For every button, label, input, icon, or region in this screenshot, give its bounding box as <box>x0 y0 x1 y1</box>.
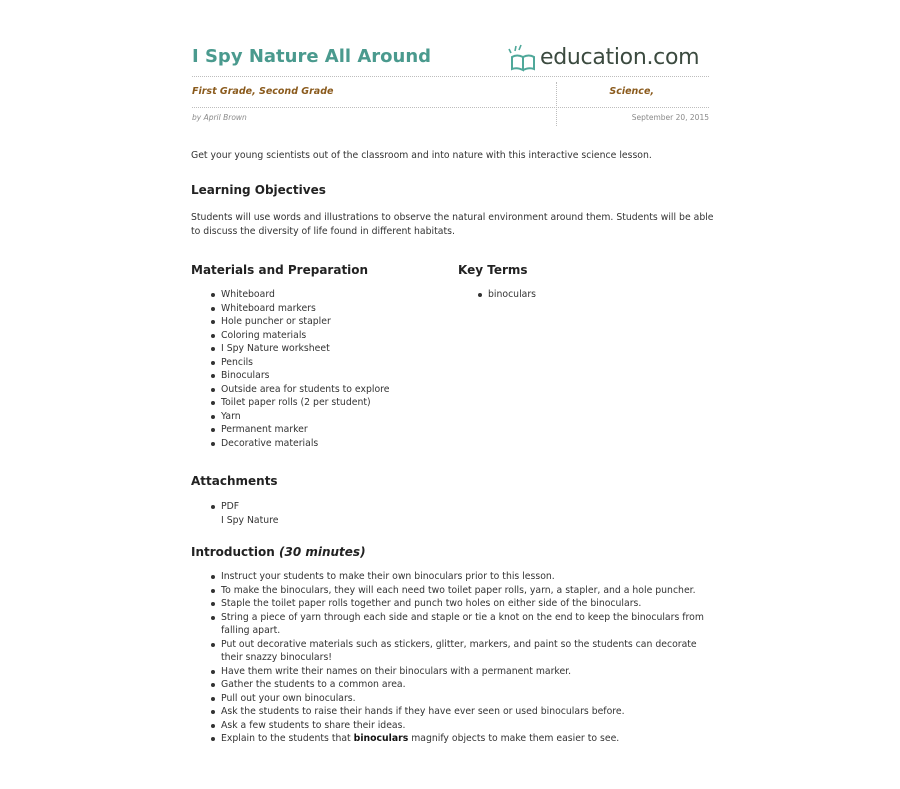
list-item: Permanent marker <box>191 423 461 437</box>
attachment-item[interactable] <box>191 500 491 527</box>
list-item: Coloring materials <box>191 329 461 343</box>
attachment-type: PDF <box>221 501 240 512</box>
attachment-name[interactable]: I Spy Nature <box>221 514 279 526</box>
list-item: Instruct your students to make their own binoculars prior to this lesson. <box>191 570 716 584</box>
list-item-line: Put out decorative materials such as stickers, glitter, markers, and paint so the students can decorate <box>221 638 697 650</box>
list-item: Hole puncher or stapler <box>191 315 461 329</box>
publish-date: September 20, 2015 <box>631 113 709 122</box>
book-icon <box>508 43 542 75</box>
list-item: Have them write their names on their binoculars with a permanent marker. <box>191 665 716 679</box>
author: by April Brown <box>192 113 247 122</box>
attachments-heading: Attachments <box>191 474 278 488</box>
lesson-intro-text: Get your young scientists out of the classroom and into nature with this interactive science lesson. <box>191 150 652 161</box>
objectives-line-1: Students will use words and illustrations to observe the natural environment around them. Students will be able <box>191 212 714 223</box>
list-item: I Spy Nature worksheet <box>191 342 461 356</box>
list-item: Binoculars <box>191 369 461 383</box>
list-item: Whiteboard <box>191 288 461 302</box>
key-terms-list <box>458 288 708 302</box>
list-item-text-pre: Explain to the students that <box>221 733 354 744</box>
logo-dot: . <box>646 45 654 70</box>
logo-wordmark: education <box>540 45 647 70</box>
introduction-heading <box>191 545 366 559</box>
meta-divider <box>192 107 709 108</box>
key-terms-heading: Key Terms <box>458 263 528 277</box>
list-item: To make the binoculars, they will each need two toilet paper rolls, yarn, a stapler, and a hole puncher. <box>191 584 716 598</box>
list-item <box>191 611 716 638</box>
list-item-text-post: magnify objects to make them easier to see. <box>408 733 620 744</box>
list-item-line: their snazzy binoculars! <box>221 652 333 663</box>
header-column-divider <box>556 82 557 126</box>
subject: Science, <box>609 86 654 97</box>
materials-heading: Materials and Preparation <box>191 263 369 277</box>
list-item: Ask the students to raise their hands if they have ever seen or used binoculars before. <box>191 705 716 719</box>
materials-list <box>191 288 461 450</box>
header-divider <box>192 76 709 77</box>
list-item-line: String a piece of yarn through each side and staple or tie a knot on the end to keep the binoculars from <box>221 611 704 623</box>
list-item <box>191 638 716 665</box>
page-title: I Spy Nature All Around <box>192 46 432 67</box>
list-item <box>191 732 716 746</box>
introduction-title: Introduction <box>191 545 275 559</box>
key-term-bold: binoculars <box>353 733 409 744</box>
list-item: Yarn <box>191 410 461 424</box>
attachments-list <box>191 500 491 527</box>
grade-level: First Grade, Second Grade <box>192 86 334 97</box>
key-term-item: binoculars <box>458 288 708 302</box>
list-item: Pencils <box>191 356 461 370</box>
list-item: Outside area for students to explore <box>191 383 461 397</box>
learning-objectives-text <box>191 211 716 238</box>
list-item: Ask a few students to share their ideas. <box>191 719 716 733</box>
list-item: Staple the toilet paper rolls together and punch two holes on either side of the binoculars. <box>191 597 716 611</box>
list-item: Pull out your own binoculars. <box>191 692 716 706</box>
list-item: Decorative materials <box>191 437 461 451</box>
list-item-line: falling apart. <box>221 625 281 636</box>
introduction-duration: (30 minutes) <box>278 545 366 559</box>
learning-objectives-heading: Learning Objectives <box>191 183 326 197</box>
objectives-line-2: to discuss the diversity of life found in different habitats. <box>191 225 455 237</box>
list-item: Whiteboard markers <box>191 302 461 316</box>
introduction-steps <box>191 570 716 746</box>
list-item: Gather the students to a common area. <box>191 678 716 692</box>
logo-tld: com <box>653 45 700 70</box>
list-item: Toilet paper rolls (2 per student) <box>191 396 461 410</box>
education-com-logo[interactable] <box>508 43 712 75</box>
